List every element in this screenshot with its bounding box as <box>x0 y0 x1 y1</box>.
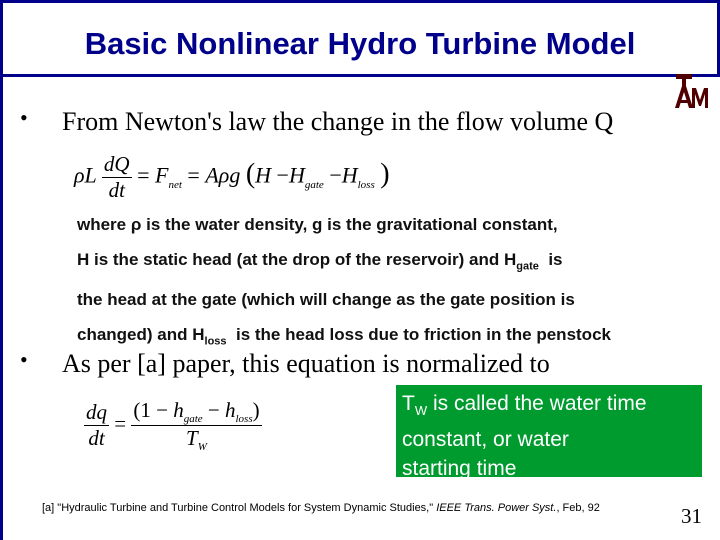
bullet-1-text: From Newton's law the change in the flow volume Q <box>62 107 614 136</box>
frame-top-border <box>0 0 720 3</box>
callout-line-2: constant, or water <box>402 428 569 452</box>
bullet-dot: • <box>20 105 28 130</box>
title-underline <box>0 74 720 77</box>
explain-line-1: where ρ is the water density, g is the gravitational constant, <box>77 215 558 234</box>
explain-line-2: H is the static head (at the drop of the reservoir) and $H_{gate}$ is <box>77 249 563 272</box>
reference-citation: [a] "Hydraulic Turbine and Turbine Control Models for System Dynamic Studies," IEEE Trans. Power Syst., Feb, 92 <box>42 502 600 514</box>
bullet-dot: • <box>20 347 28 372</box>
water-time-constant-callout <box>396 385 702 481</box>
explain-line-3: the head at the gate (which will change as the gate position is <box>77 290 575 310</box>
page-number: 31 <box>681 504 702 528</box>
bullet-2-text: As per [a] paper, this equation is normalized to <box>62 349 550 378</box>
callout-line-1: $T_W$ is called the water time <box>402 392 647 419</box>
equation-newton: ρL $\frac{dQ}{dt}$ = $F_{net} = A\rho g$ ($H -H_{gate} -H_{loss}$ ) <box>74 152 390 202</box>
explain-line-4: changed) and $H_{loss}$ is the head loss due to friction in the penstock <box>77 324 611 348</box>
frame-left-border <box>0 0 3 540</box>
callout-line-3: starting time <box>402 457 517 481</box>
texas-am-logo-icon <box>672 74 714 110</box>
equation-normalized: $\frac{dq}{dt}$ = $\frac{(1 - h_{gate} - h_{loss})}{T_W}$ <box>86 398 260 454</box>
slide-title: Basic Nonlinear Hydro Turbine Model <box>84 26 636 61</box>
equation-explanation <box>77 208 657 359</box>
